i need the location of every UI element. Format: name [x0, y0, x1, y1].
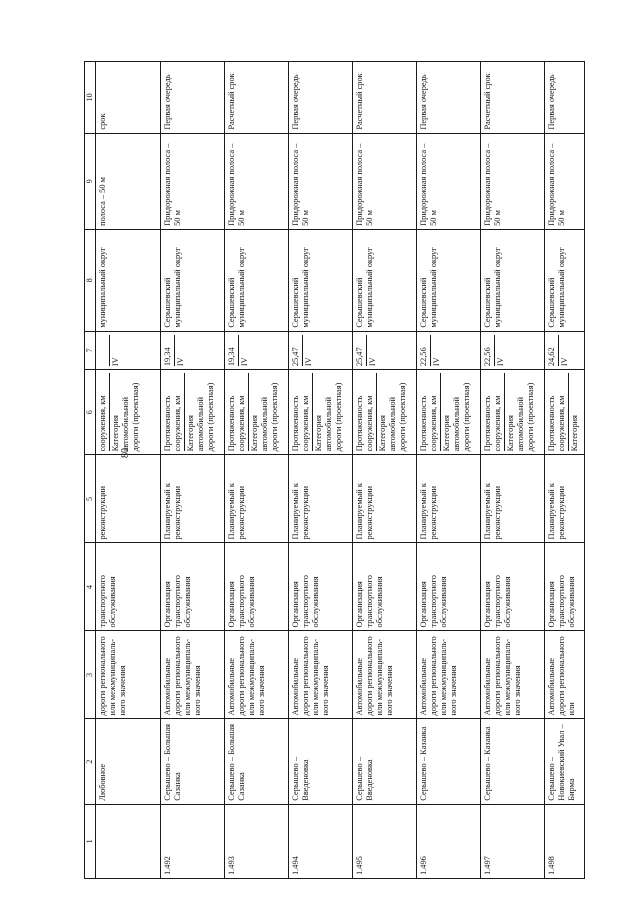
- cell-type: Автомобильные дороги регионального или: [545, 631, 585, 719]
- param-length-value: 22,56: [419, 347, 428, 367]
- table-body: [85, 62, 585, 879]
- cell-purpose: Организация транспортного обслуживания: [481, 543, 545, 631]
- param-length-label: сооружения, км: [98, 395, 107, 452]
- cell-term: Расчетный срок: [353, 62, 417, 134]
- param-category-value: IV: [109, 335, 121, 367]
- cell-name: Серышево – Большая Сазанка: [225, 719, 289, 804]
- cell-location: муниципальный округ: [96, 229, 161, 331]
- cell-status: Планируемый к реконструкции: [161, 455, 225, 543]
- param-length-value: 25,47: [355, 347, 364, 367]
- cell-name: Серышево – Новокиевский Увал – Бирма: [545, 719, 585, 804]
- param-length-value: 19,34: [227, 347, 236, 367]
- cell-values: [353, 331, 417, 370]
- cell-purpose: Организация транспортного обслуживания: [353, 543, 417, 631]
- table-row: [289, 62, 353, 879]
- cell-zone: Придорожная полоса – 50 м: [225, 133, 289, 229]
- cell-params: [161, 370, 225, 455]
- param-category-label: Категория: [568, 373, 580, 451]
- cell-status: Планируемый к реконструкции: [289, 455, 353, 543]
- cell-term: Первая очередь: [545, 62, 585, 134]
- param-category-value: IV: [494, 335, 506, 367]
- param-category-value: IV: [238, 335, 250, 367]
- cell-values: [481, 331, 545, 370]
- param-length-value: 24,62: [547, 347, 556, 367]
- cell-term: Расчетный срок: [481, 62, 545, 134]
- param-length-label: Протяженность сооружения, км: [291, 395, 310, 452]
- column-number-row: [85, 62, 96, 879]
- param-length-value: 19,34: [163, 347, 172, 367]
- cell-zone: Придорожная полоса – 50 м: [417, 133, 481, 229]
- param-category-label: Категория автомобильной дороги (проектная): [376, 373, 408, 451]
- column-number: 4: [85, 543, 96, 631]
- cell-type: дороги регионального или межмуниципаль-ного значения: [96, 631, 161, 719]
- cell-values: [225, 331, 289, 370]
- column-number: 8: [85, 229, 96, 331]
- column-number: 5: [85, 455, 96, 543]
- param-category-label: Категория автомобильной дороги (проектная): [440, 373, 472, 451]
- cell-zone: Придорожная полоса – 50 м: [481, 133, 545, 229]
- page-number: 80: [120, 448, 131, 458]
- param-category-label: Категория автомобильной дороги (проектная): [248, 373, 280, 451]
- cell-location: Серышевский муниципальный округ: [481, 229, 545, 331]
- column-number: 2: [85, 719, 96, 804]
- cell-purpose: Организация транспортного обслуживания: [417, 543, 481, 631]
- cell-type: Автомобильные дороги регионального или межмуниципаль-ного значения: [225, 631, 289, 719]
- param-category-label: Категория автомобильной дороги (проектная): [184, 373, 216, 451]
- cell-name: Любовное: [96, 719, 161, 804]
- cell-location: Серышевский муниципальный округ: [417, 229, 481, 331]
- cell-name: Серышево – Казанка: [417, 719, 481, 804]
- cell-location: Серышевский муниципальный округ: [353, 229, 417, 331]
- cell-type: Автомобильные дороги регионального или межмуниципаль-ного значения: [417, 631, 481, 719]
- cell-type: Автомобильные дороги регионального или межмуниципаль-ного значения: [353, 631, 417, 719]
- param-length-label: Протяженность сооружения, км: [483, 395, 502, 452]
- cell-name: Серышево – Казанка: [481, 719, 545, 804]
- cell-zone: полоса – 50 м: [96, 133, 161, 229]
- cell-location: Серышевский муниципальный округ: [289, 229, 353, 331]
- cell-id: [96, 804, 161, 878]
- cell-term: Расчетный срок: [225, 62, 289, 134]
- table-row: [353, 62, 417, 879]
- cell-params: [545, 370, 585, 455]
- cell-purpose: Организация транспортного обслуживания: [225, 543, 289, 631]
- cell-values: [289, 331, 353, 370]
- cell-term: Первая очередь: [161, 62, 225, 134]
- param-category-value: IV: [430, 335, 442, 367]
- column-number: 1: [85, 804, 96, 878]
- cell-name: Серышево – Большая Сазанка: [161, 719, 225, 804]
- cell-purpose: Организация транспортного обслуживания: [161, 543, 225, 631]
- param-length-label: Протяженность сооружения, км: [355, 395, 374, 452]
- cell-values: [545, 331, 585, 370]
- cell-status: Планируемый к реконструкции: [353, 455, 417, 543]
- param-category-value: IV: [302, 335, 314, 367]
- param-length-label: Протяженность сооружения, км: [419, 395, 438, 452]
- cell-params: [225, 370, 289, 455]
- cell-values: [96, 331, 161, 370]
- cell-status: Планируемый к реконструкции: [417, 455, 481, 543]
- cell-type: Автомобильные дороги регионального или межмуниципаль-ного значения: [481, 631, 545, 719]
- cell-status: Планируемый к реконструкции: [481, 455, 545, 543]
- cell-term: Первая очередь: [289, 62, 353, 134]
- cell-status: Планируемый к реконструкции: [225, 455, 289, 543]
- column-number: 7: [85, 331, 96, 370]
- cell-params: [417, 370, 481, 455]
- cell-id: 1.494: [289, 804, 353, 878]
- param-category-value: IV: [366, 335, 378, 367]
- cell-term: срок: [96, 62, 161, 134]
- param-length-label: Протяженность сооружения, км: [163, 395, 182, 452]
- cell-name: Серышево – Введеновка: [289, 719, 353, 804]
- cell-id: 1.496: [417, 804, 481, 878]
- param-category-value: IV: [174, 335, 186, 367]
- cell-id: 1.497: [481, 804, 545, 878]
- cell-params: [481, 370, 545, 455]
- cell-purpose: Организация транспортного обслуживания: [289, 543, 353, 631]
- param-length-value: 22,56: [483, 347, 492, 367]
- table-row: [545, 62, 585, 879]
- param-category-label: Категория автомобильной дороги (проектная): [312, 373, 344, 451]
- cell-status: реконструкции: [96, 455, 161, 543]
- param-length-label: Протяженность сооружения, км: [547, 395, 566, 452]
- cell-location: Серышевский муниципальный округ: [225, 229, 289, 331]
- cell-params: [353, 370, 417, 455]
- cell-status: Планируемый к реконструкции: [545, 455, 585, 543]
- column-number: 6: [85, 370, 96, 455]
- param-category-value: IV: [558, 335, 570, 367]
- cell-id: 1.495: [353, 804, 417, 878]
- cell-values: [417, 331, 481, 370]
- cell-zone: Придорожная полоса – 50 м: [161, 133, 225, 229]
- cell-type: Автомобильные дороги регионального или межмуниципаль-ного значения: [289, 631, 353, 719]
- cell-type: Автомобильные дороги регионального или межмуниципаль-ного значения: [161, 631, 225, 719]
- param-length-value: 25,47: [291, 347, 300, 367]
- table-row-partial: [96, 62, 161, 879]
- cell-zone: Придорожная полоса – 50 м: [353, 133, 417, 229]
- table-row: [417, 62, 481, 879]
- param-category-label: Категория автомобильной дороги (проектная): [109, 373, 141, 451]
- table-wrapper: [84, 61, 579, 879]
- cell-name: Серышево – Введеновка: [353, 719, 417, 804]
- param-category-label: Категория автомобильной дороги (проектная): [504, 373, 536, 451]
- column-number: 9: [85, 133, 96, 229]
- table-row: [161, 62, 225, 879]
- cell-id: 1.492: [161, 804, 225, 878]
- objects-table: [84, 61, 585, 879]
- cell-id: 1.493: [225, 804, 289, 878]
- cell-location: Серышевский муниципальный округ: [545, 229, 585, 331]
- param-length-value: [98, 335, 108, 367]
- cell-zone: Придорожная полоса – 50 м: [289, 133, 353, 229]
- cell-purpose: Организация транспортного обслуживания: [545, 543, 585, 631]
- cell-id: 1.498: [545, 804, 585, 878]
- table-row: [225, 62, 289, 879]
- cell-location: Серышевский муниципальный округ: [161, 229, 225, 331]
- cell-params: [289, 370, 353, 455]
- cell-params: [96, 370, 161, 455]
- cell-purpose: транспортного обслуживания: [96, 543, 161, 631]
- param-length-label: Протяженность сооружения, км: [227, 395, 246, 452]
- cell-zone: Придорожная полоса – 50 м: [545, 133, 585, 229]
- column-number: 3: [85, 631, 96, 719]
- column-number: 10: [85, 62, 96, 134]
- cell-term: Первая очередь: [417, 62, 481, 134]
- cell-values: [161, 331, 225, 370]
- table-row: [481, 62, 545, 879]
